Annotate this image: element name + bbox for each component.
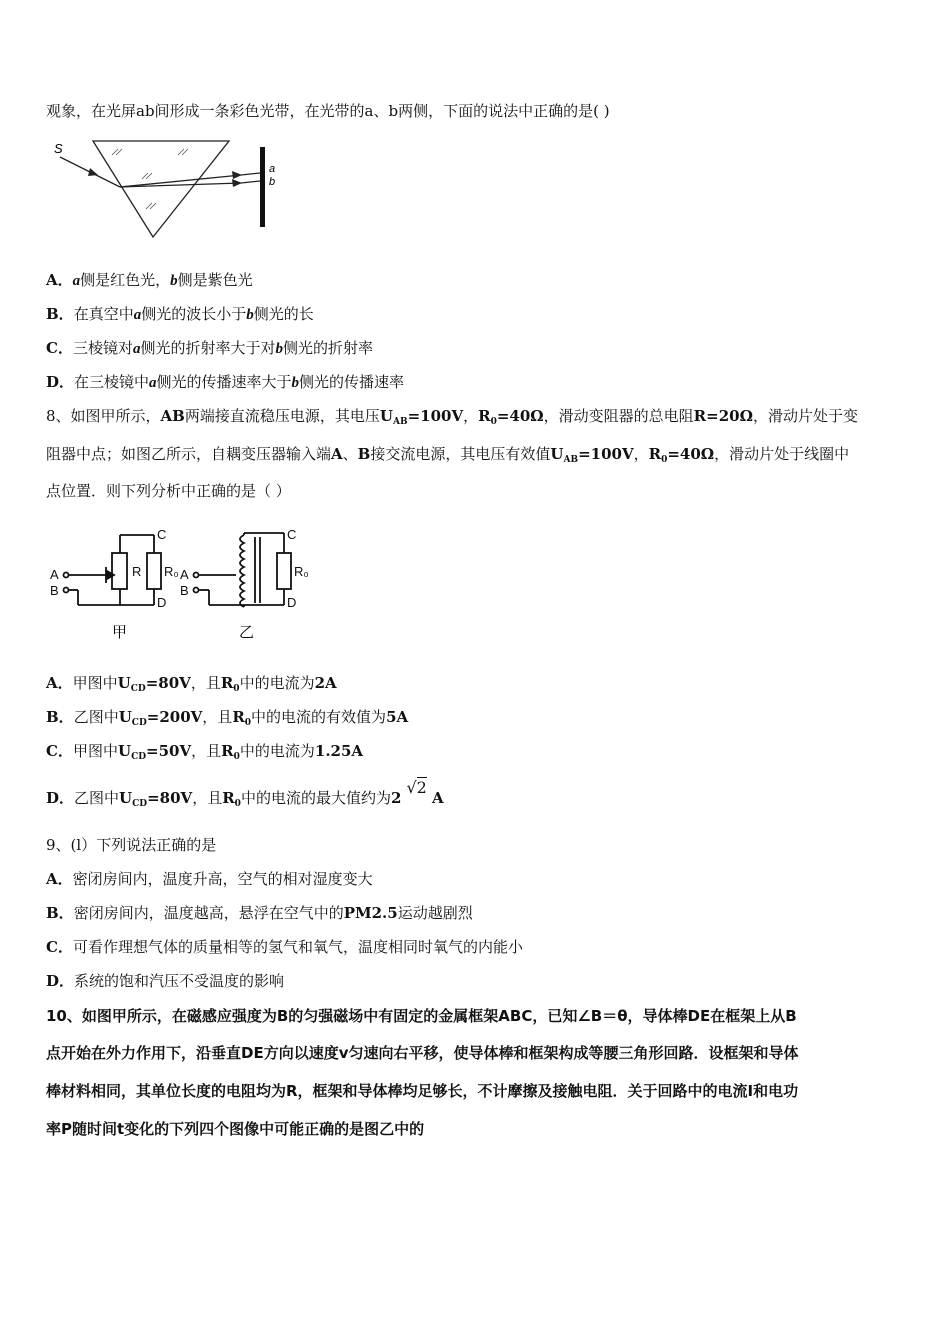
q8-stem-line-3: 点位置．则下列分析中正确的是（ ）: [46, 482, 291, 500]
q7-intro: 观象，在光屏ab间形成一条彩色光带，在光带的a、b两侧，下面的说法中正确的是( ): [46, 102, 610, 120]
resistor-R0-left: [147, 553, 161, 589]
q8-option-c: C．甲图中$U_{CD}=50V$，且$R_0$中的电流为1.25A: [46, 742, 364, 762]
label-R0-left: R₀: [164, 564, 179, 579]
label-R: R: [132, 564, 142, 579]
q8-stem-line-1: 8、如图甲所示，AB两端接直流稳压电源，其电压$U_{AB}=100V$，$R_0=40\Omega$，滑动变阻器的总电阻R=20Ω，滑动片处于变: [46, 407, 858, 427]
q9-option-b: B．密闭房间内，温度越高，悬浮在空气中的PM2.5运动越剧烈: [46, 904, 473, 922]
label-A-left: A: [50, 567, 59, 582]
band-label-b: b: [269, 176, 276, 188]
label-D-left: D: [157, 595, 167, 610]
q8-option-a: A．甲图中$U_{CD}=80V$，且$R_0$中的电流为2A: [46, 674, 337, 694]
label-D-right: D: [287, 595, 297, 610]
resistor-R0-right: [277, 553, 291, 589]
label-A-right: A: [180, 567, 189, 582]
q8-option-b: B．乙图中$U_{CD}=200V$，且$R_0$中的电流的有效值为5A: [46, 708, 409, 728]
source-label: S: [54, 141, 63, 156]
q8-option-d: D．乙图中$U_{CD}=80V$，且$R_0$中的电流的最大值约为2 √2 A: [46, 778, 444, 809]
q10-stem-line-2: 点开始在外力作用下，沿垂直DE方向以速度v匀速向右平移，使导体棒和框架构成等腰三角形回路．设框架和导体: [46, 1044, 799, 1062]
circuit-figure: [46, 515, 326, 645]
q10-stem-line-1: 10、如图甲所示，在磁感应强度为B的匀强磁场中有固定的金属框架ABC，已知∠B＝θ，导体棒DE在框架上从B: [46, 1007, 797, 1025]
light-screen: [260, 147, 265, 227]
caption-yi: 乙: [239, 624, 255, 641]
label-B-left: B: [50, 583, 59, 598]
caption-jia: 甲: [112, 624, 128, 641]
prism-figure: [46, 135, 286, 245]
band-label-a: a: [269, 163, 276, 175]
label-B-right: B: [180, 583, 189, 598]
q7-option-a: A．a侧是红色光，b侧是紫色光: [46, 271, 253, 289]
q9-stem: 9、(l）下列说法正确的是: [46, 836, 217, 854]
q10-stem-line-4: 率P随时间t变化的下列四个图像中可能正确的是图乙中的: [46, 1120, 425, 1138]
label-C-right: C: [287, 527, 297, 542]
q7-option-b: B．在真空中a侧光的波长小于b侧光的长: [46, 305, 314, 323]
q9-option-c: C．可看作理想气体的质量相等的氢气和氧气，温度相同时氧气的内能小: [46, 938, 523, 956]
q7-option-d: D．在三棱镜中a侧光的传播速率大于b侧光的传播速率: [46, 373, 405, 391]
label-C-left: C: [157, 527, 167, 542]
q9-option-d: D．系统的饱和汽压不受温度的影响: [46, 972, 285, 990]
q10-stem-line-3: 棒材料相同，其单位长度的电阻均为R，框架和导体棒均足够长，不计摩擦及接触电阻．关于回路中的电流I和电功: [46, 1082, 799, 1100]
rheostat-R: [112, 553, 127, 589]
q9-option-a: A．密闭房间内，温度升高，空气的相对湿度变大: [46, 870, 373, 888]
label-R0-right: R₀: [294, 564, 309, 579]
autotransformer-coil: [240, 535, 244, 607]
q8-stem-line-2: 阻器中点；如图乙所示，自耦变压器输入端A、B接交流电源，其电压有效值$U_{AB}=100V$，$R_0=40\Omega$，滑动片处于线圈中: [46, 445, 850, 465]
prism-triangle: [93, 141, 229, 237]
q7-option-c: C．三棱镜对a侧光的折射率大于对b侧光的折射率: [46, 339, 373, 357]
